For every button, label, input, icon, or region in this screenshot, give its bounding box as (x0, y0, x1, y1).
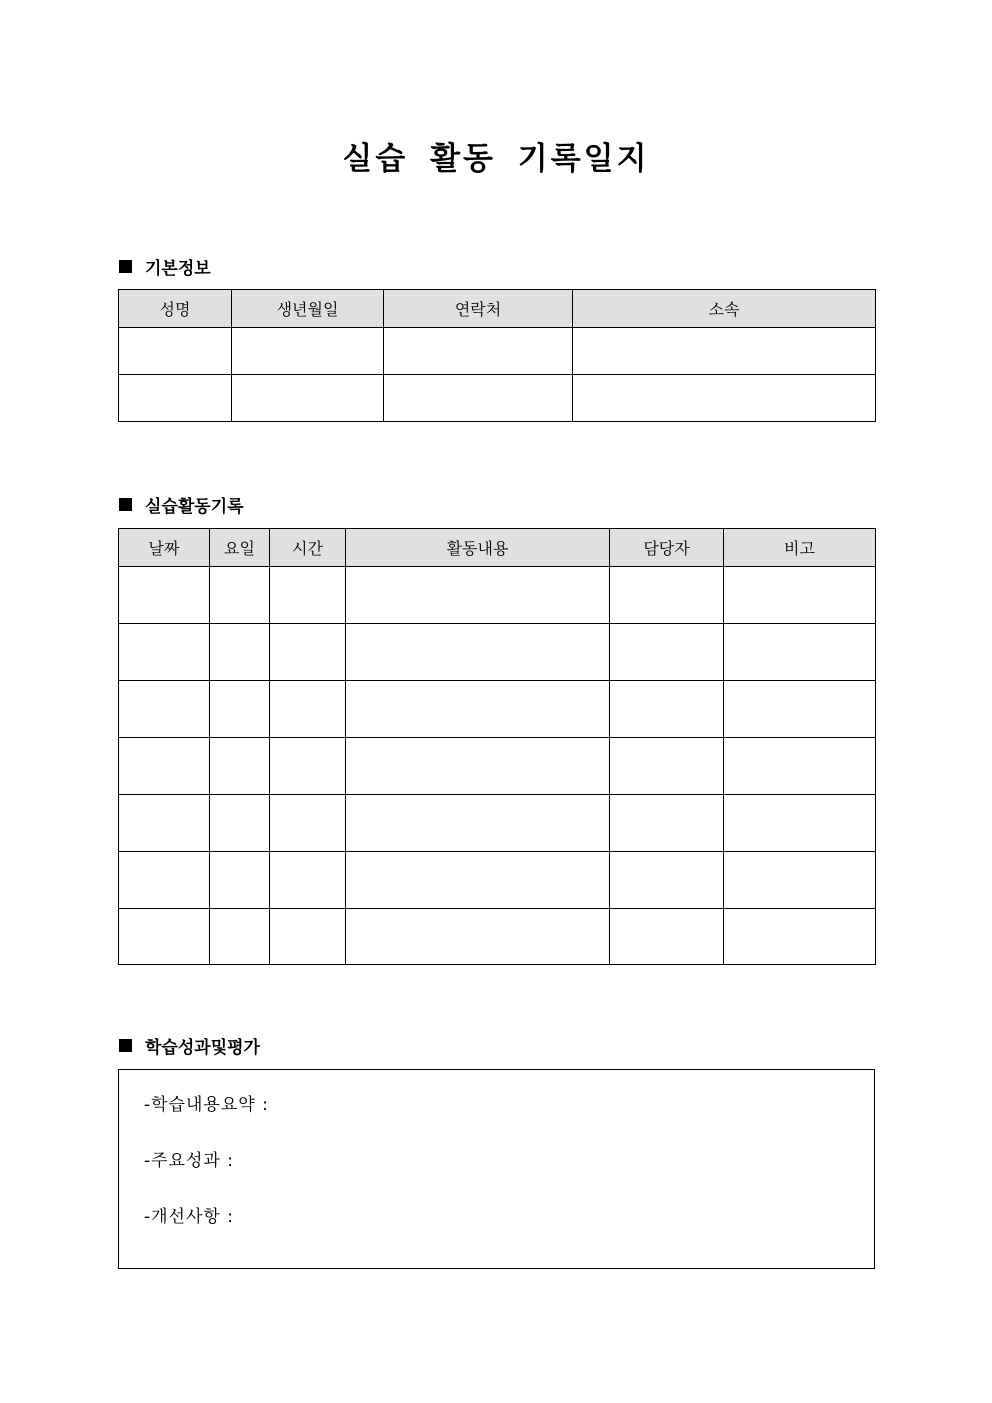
table-cell[interactable] (119, 909, 210, 965)
table-cell[interactable] (610, 738, 724, 795)
key-achievements-label: -주요성과 : (144, 1151, 234, 1171)
square-bullet-icon (119, 1039, 132, 1052)
evaluation-box[interactable] (118, 1069, 875, 1269)
activity-log-table (118, 528, 876, 965)
table-row (119, 852, 876, 909)
table-row (119, 375, 876, 422)
table-cell[interactable] (610, 681, 724, 738)
table-cell[interactable] (384, 328, 573, 375)
section-heading-basic-info (119, 254, 211, 279)
table-cell[interactable] (270, 909, 346, 965)
table-row (119, 624, 876, 681)
improvements-label: -개선사항 : (144, 1207, 234, 1227)
table-cell[interactable] (346, 681, 610, 738)
table-cell[interactable] (119, 681, 210, 738)
table-cell[interactable] (384, 375, 573, 422)
section-heading-activity-log (119, 492, 244, 517)
table-cell[interactable] (210, 624, 270, 681)
page-title: 실습 활동 기록일지 (342, 141, 650, 177)
table-cell[interactable] (573, 375, 876, 422)
table-cell[interactable] (610, 624, 724, 681)
column-header: 비고 (724, 529, 876, 567)
table-cell[interactable] (119, 624, 210, 681)
table-cell[interactable] (119, 795, 210, 852)
table-row (119, 795, 876, 852)
column-header: 생년월일 (232, 290, 384, 328)
table-cell[interactable] (232, 375, 384, 422)
table-cell[interactable] (346, 795, 610, 852)
table-cell[interactable] (210, 909, 270, 965)
table-cell[interactable] (610, 567, 724, 624)
table-cell[interactable] (724, 909, 876, 965)
column-header: 담당자 (610, 529, 724, 567)
table-cell[interactable] (210, 681, 270, 738)
section-heading-label: 기본정보 (145, 259, 211, 279)
table-cell[interactable] (610, 909, 724, 965)
column-header: 연락처 (384, 290, 573, 328)
table-header-row (119, 529, 876, 567)
table-cell[interactable] (210, 738, 270, 795)
table-cell[interactable] (610, 852, 724, 909)
column-header: 성명 (119, 290, 232, 328)
table-cell[interactable] (724, 795, 876, 852)
table-cell[interactable] (119, 852, 210, 909)
section-heading-label: 학습성과및평가 (145, 1038, 260, 1058)
table-row (119, 328, 876, 375)
table-cell[interactable] (119, 738, 210, 795)
table-cell[interactable] (346, 909, 610, 965)
learning-summary-label: -학습내용요약 : (144, 1095, 269, 1115)
table-cell[interactable] (270, 738, 346, 795)
section-heading-label: 실습활동기록 (145, 497, 244, 517)
table-cell[interactable] (270, 681, 346, 738)
table-cell[interactable] (270, 852, 346, 909)
table-cell[interactable] (210, 567, 270, 624)
table-cell[interactable] (573, 328, 876, 375)
table-header-row (119, 290, 876, 328)
table-row (119, 567, 876, 624)
table-cell[interactable] (119, 375, 232, 422)
square-bullet-icon (119, 498, 132, 511)
table-cell[interactable] (724, 681, 876, 738)
column-header: 소속 (573, 290, 876, 328)
table-cell[interactable] (210, 852, 270, 909)
table-cell[interactable] (270, 624, 346, 681)
column-header: 날짜 (119, 529, 210, 567)
table-cell[interactable] (724, 567, 876, 624)
table-cell[interactable] (346, 738, 610, 795)
table-cell[interactable] (346, 624, 610, 681)
table-cell[interactable] (232, 328, 384, 375)
table-cell[interactable] (724, 738, 876, 795)
table-row (119, 909, 876, 965)
column-header: 시간 (270, 529, 346, 567)
table-cell[interactable] (610, 795, 724, 852)
basic-info-table (118, 289, 876, 422)
column-header: 활동내용 (346, 529, 610, 567)
table-cell[interactable] (724, 624, 876, 681)
table-cell[interactable] (346, 852, 610, 909)
table-cell[interactable] (270, 795, 346, 852)
table-cell[interactable] (210, 795, 270, 852)
table-row (119, 738, 876, 795)
table-cell[interactable] (270, 567, 346, 624)
table-cell[interactable] (119, 567, 210, 624)
table-row (119, 681, 876, 738)
table-cell[interactable] (346, 567, 610, 624)
table-cell[interactable] (724, 852, 876, 909)
section-heading-evaluation (119, 1033, 260, 1058)
column-header: 요일 (210, 529, 270, 567)
square-bullet-icon (119, 260, 132, 273)
table-cell[interactable] (119, 328, 232, 375)
